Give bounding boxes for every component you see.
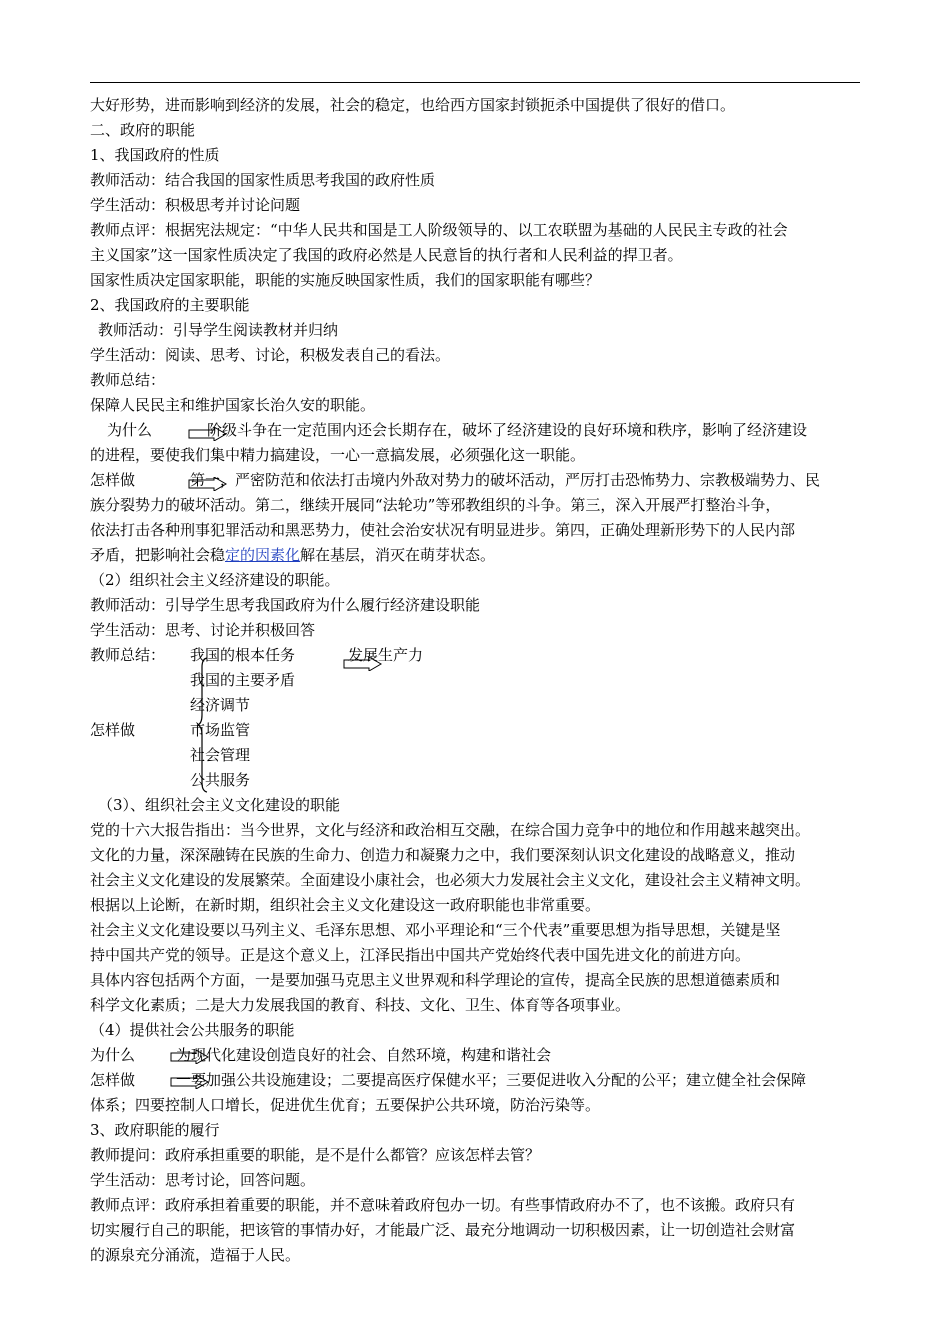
brace-icon	[197, 657, 215, 793]
paragraph-line	[90, 543, 862, 568]
paragraph-line: 的源泉充分涌流，造福于人民。	[90, 1246, 301, 1264]
brace-item: 市场监管	[190, 721, 251, 739]
subsection-heading: （3）、组织社会主义文化建设的职能	[98, 796, 341, 814]
paragraph-line: 持中国共产党的领导。正是这个意义上，江泽民指出中国共产党始终代表中国先进文化的前进方向。	[90, 946, 751, 964]
arrow-right-icon	[188, 477, 228, 491]
subsection-heading: （2）组织社会主义经济建设的职能。	[90, 571, 340, 589]
why-label: 为什么	[90, 1046, 136, 1064]
arrow-right-icon	[170, 1075, 210, 1089]
paragraph-line: 的进程，要使我们集中精力搞建设，一心一意搞发展，必须强化这一职能。	[90, 446, 586, 464]
arrow-right-icon	[170, 1050, 210, 1064]
paragraph-line: 切实履行自己的职能，把该管的事情办好，才能最广泛、最充分地调动一切积极因素，让一切创造社会财富	[90, 1221, 796, 1239]
paragraph-line: 教师活动：引导学生阅读教材并归纳	[98, 321, 339, 339]
summary-label: 教师总结：	[90, 646, 166, 664]
why-label: 为什么	[107, 421, 153, 439]
brace-item: 我国的主要矛盾	[190, 671, 296, 689]
hyperlink[interactable]: 定的因素化	[225, 546, 301, 564]
how-text: 第一，严密防范和依法打击境内外敌对势力的破坏活动，严厉打击恐怖势力、宗教极端势力、民	[190, 471, 821, 489]
section-heading: 二、政府的职能	[90, 121, 196, 139]
paragraph-line: 教师提问：政府承担重要的职能，是不是什么都管？应该怎样去管？	[90, 1146, 541, 1164]
paragraph-line: 具体内容包括两个方面，一是要加强马克思主义世界观和科学理论的宣传，提高全民族的思想道德素质和	[90, 971, 781, 989]
paragraph-line: 国家性质决定国家职能，职能的实施反映国家性质，我们的国家职能有哪些？	[90, 271, 601, 289]
arrow-right-icon	[343, 657, 383, 671]
how-label: 怎样做	[90, 1071, 136, 1089]
paragraph-line: 教师总结：	[90, 371, 166, 389]
paragraph-line: 教师活动：结合我国的国家性质思考我国的政府性质	[90, 171, 436, 189]
paragraph-line: 学生活动：积极思考并讨论问题	[90, 196, 301, 214]
paragraph-line: 主义国家”这一国家性质决定了我国的政府必然是人民意旨的执行者和人民利益的捍卫者。	[90, 246, 683, 264]
paragraph-line: 教师活动：引导学生思考我国政府为什么履行经济建设职能	[90, 596, 481, 614]
paragraph-line: 保障人民民主和维护国家长治久安的职能。	[90, 396, 376, 414]
paragraph-line: 族分裂势力的破坏活动。第二，继续开展同“法轮功”等邪教组织的斗争。第三，深入开展严打整治斗争，	[90, 496, 781, 514]
brace-item: 社会管理	[190, 746, 251, 764]
paragraph-line: 教师点评：根据宪法规定：“中华人民共和国是工人阶级领导的、以工农联盟为基础的人民民主专政的社会	[90, 221, 788, 239]
brace-item: 经济调节	[190, 696, 251, 714]
subsection-heading: 3、政府职能的履行	[90, 1121, 220, 1139]
subsection-heading: （4）提供社会公共服务的职能	[90, 1021, 295, 1039]
how-text: 一要加强公共设施建设；二要提高医疗保健水平；三要促进收入分配的公平；建立健全社会保障	[176, 1071, 807, 1089]
text-span: 解在基层，消灭在萌芽状态。	[300, 546, 496, 564]
paragraph-line: 文化的力量，深深融铸在民族的生命力、创造力和凝聚力之中，我们要深刻认识文化建设的战略意义，推动	[90, 846, 796, 864]
why-text: 阶级斗争在一定范围内还会长期存在，破坏了经济建设的良好环境和秩序，影响了经济建设	[207, 421, 808, 439]
paragraph-line: 学生活动：思考讨论，回答问题。	[90, 1171, 316, 1189]
develop-productivity: 发展生产力	[348, 646, 424, 664]
paragraph-line: 依法打击各种刑事犯罪活动和黑恶势力，使社会治安状况有明显进步。第四，正确处理新形势下的人民内部	[90, 521, 796, 539]
paragraph-line: 党的十六大报告指出：当今世界，文化与经济和政治相互交融，在综合国力竞争中的地位和作用越来越突出。	[90, 821, 811, 839]
why-text: 为现代化建设创造良好的社会、自然环境，构建和谐社会	[176, 1046, 552, 1064]
paragraph-line: 大好形势，进而影响到经济的发展，社会的稳定，也给西方国家封锁扼杀中国提供了很好的借口。	[90, 96, 736, 114]
root-task: 我国的根本任务	[190, 646, 296, 664]
how-label: 怎样做	[90, 471, 136, 489]
subsection-heading: 2、我国政府的主要职能	[90, 296, 250, 314]
how-label: 怎样做	[90, 721, 136, 739]
paragraph-line: 社会主义文化建设的发展繁荣。全面建设小康社会，也必须大力发展社会主义文化，建设社会主义精神文明。	[90, 871, 811, 889]
paragraph-line: 社会主义文化建设要以马列主义、毛泽东思想、邓小平理论和“三个代表”重要思想为指导思想，关键是坚	[90, 921, 781, 939]
paragraph-line: 学生活动：思考、讨论并积极回答	[90, 621, 316, 639]
paragraph-line: 学生活动：阅读、思考、讨论，积极发表自己的看法。	[90, 346, 451, 364]
paragraph-line: 体系；四要控制人口增长，促进优生优育；五要保护公共环境，防治污染等。	[90, 1096, 601, 1114]
paragraph-line: 教师点评：政府承担着重要的职能，并不意味着政府包办一切。有些事情政府办不了，也不该搬。政府只有	[90, 1196, 796, 1214]
paragraph-line: 根据以上论断，在新时期，组织社会主义文化建设这一政府职能也非常重要。	[90, 896, 601, 914]
header-rule	[90, 82, 860, 83]
arrow-right-icon	[188, 427, 228, 441]
paragraph-line: 科学文化素质；二是大力发展我国的教育、科技、文化、卫生、体育等各项事业。	[90, 996, 631, 1014]
text-span: 矛盾，把影响社会稳	[90, 546, 226, 564]
brace-item: 公共服务	[190, 771, 251, 789]
subsection-heading: 1、我国政府的性质	[90, 146, 220, 164]
